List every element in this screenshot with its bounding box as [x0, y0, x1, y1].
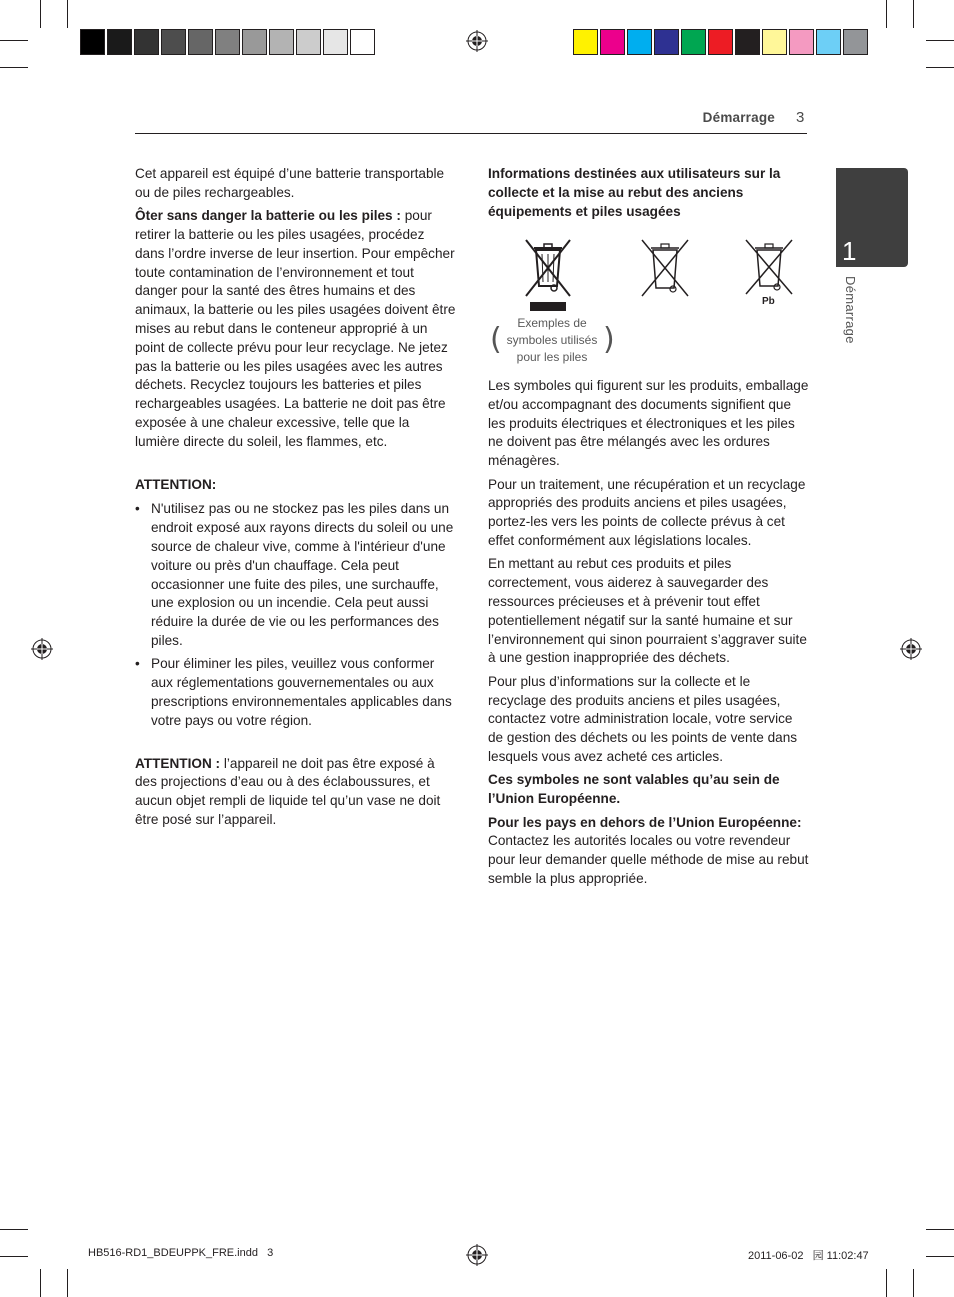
right-heading	[488, 165, 788, 221]
color-swatch	[789, 29, 814, 55]
left-column	[135, 165, 457, 834]
gray-swatch	[296, 29, 321, 55]
page-number: 3	[796, 109, 805, 126]
slug-filename: HB516-RD1_BDEUPPK_FRE.indd 3	[88, 1247, 274, 1259]
non-eu-heading: Pour les pays en dehors de l’Union Européenne:	[488, 814, 802, 830]
registration-mark-icon	[900, 638, 922, 660]
gray-swatch	[107, 29, 132, 55]
crop-mark	[926, 67, 954, 68]
eu-only-text: Ces symboles ne sont valables qu’au sein de l’Union Européenne.	[488, 772, 780, 807]
color-swatch	[735, 29, 760, 55]
right-parenthesis: )	[603, 322, 615, 357]
attention-heading	[135, 476, 457, 495]
right-column	[488, 377, 810, 889]
attention2-heading: ATTENTION :	[135, 755, 221, 771]
intro-paragraph: Cet appareil est équipé d’une batterie transportable ou de piles rechargeables.	[135, 166, 445, 200]
color-swatch	[708, 29, 733, 55]
color-swatch	[627, 29, 652, 55]
symbols-caption: Exemples de symboles utilisés pour les piles	[506, 316, 598, 364]
crop-mark	[913, 0, 914, 28]
removal-heading: Ôter sans danger la batterie ou les piles :	[135, 208, 401, 224]
list-item: • N'utilisez pas ou ne stockez pas les piles dans un endroit exposé aux rayons directs du soleil ou une source de chaleur vive, comme à l'intérieur d'une voiture ou près d'un chauffage. Cela peut occasionner une fuite des piles, une surchauffe, une explosion ou un incendie. Cela peut aussi réduire la durée de vie ou les performances des piles.	[135, 500, 457, 650]
eu-only-note	[488, 771, 810, 809]
non-eu-paragraph	[488, 814, 810, 889]
right-paragraph: Pour un traitement, une récupération et un recyclage appropriés des produits anciens et piles usagées, portez-les vers les points de collecte prévus à cet effet conformément aux législations locales.	[488, 476, 806, 548]
crossed-bin-pb-icon	[741, 238, 797, 296]
attention-list	[135, 500, 457, 730]
color-swatch	[681, 29, 706, 55]
chapter-number: 1	[842, 236, 857, 266]
color-swatch	[573, 29, 598, 55]
registration-mark-icon	[466, 30, 488, 52]
header-rule	[135, 133, 807, 134]
attention-heading-text: ATTENTION:	[135, 476, 217, 492]
removal-text: pour retirer la batterie ou les piles usagées, procédez dans l’ordre inverse de leur insertion. Pour empêcher toute contamination de l’environnement et tout danger pour la santé des êtres humains et des animaux, la batterie ou les piles usagées doivent être mises au rebut dans le conteneur approprié à un point de collecte prévu pour leur recyclage. Ne jetez pas la batterie ou les piles usagées avec les autres déchets. Recyclez toujours les batteries et piles rechargeables usagées. La batterie ne doit pas être exposée à une chaleur excessive, telle que la lumière directe du soleil, les flammes, etc.	[135, 208, 456, 449]
right-paragraph: Pour plus d’informations sur la collecte et le recyclage des produits anciens et piles usagées, contactez votre administration locale, votre service de gestion des déchets ou les points de vente dans lesquels vous avez acheté ces articles.	[488, 673, 798, 764]
gray-swatch	[134, 29, 159, 55]
gray-swatch	[242, 29, 267, 55]
color-swatch	[600, 29, 625, 55]
crop-mark	[0, 1229, 28, 1230]
gray-swatch	[161, 29, 186, 55]
gray-swatch	[80, 29, 105, 55]
attention2-paragraph	[135, 755, 457, 830]
color-swatch	[816, 29, 841, 55]
crop-mark	[926, 1256, 954, 1257]
crop-mark	[40, 0, 41, 28]
registration-mark-icon	[466, 1244, 488, 1266]
right-heading-block	[488, 165, 788, 226]
gray-swatch	[215, 29, 240, 55]
section-title: Démarrage	[702, 110, 775, 125]
crossed-bin-icon	[636, 238, 694, 298]
gray-swatch	[269, 29, 294, 55]
crop-mark	[926, 1229, 954, 1230]
gray-swatch	[350, 29, 375, 55]
crop-mark	[0, 67, 28, 68]
crop-mark	[0, 1256, 28, 1257]
crop-mark	[886, 0, 887, 28]
crop-mark	[0, 40, 28, 41]
crossed-bin-with-bar-icon	[520, 238, 576, 314]
color-swatch	[843, 29, 868, 55]
removal-paragraph	[135, 207, 457, 451]
slug-datetime: 2011-06-02 园 11:02:47	[748, 1250, 869, 1262]
list-item: • Pour éliminer les piles, veuillez vous conformer aux réglementations gouvernementales ou aux prescriptions environnementales applicables dans votre pays ou votre région.	[135, 655, 457, 730]
gray-swatch	[323, 29, 348, 55]
gray-swatch	[188, 29, 213, 55]
left-parenthesis: (	[490, 322, 502, 357]
right-paragraph: Les symboles qui figurent sur les produits, emballage et/ou accompagnant des documents signifient que les produits électriques et électroniques et les piles ne doivent pas être mélangés avec les ordures ménagères.	[488, 378, 809, 469]
crop-mark	[886, 1269, 887, 1297]
crop-mark	[67, 0, 68, 28]
attention2-text: l’appareil ne doit pas être exposé à des projections d’eau ou à des éclaboussures, et aucun objet rempli de liquide tel qu’un vase ne doit être posé sur l’appareil.	[135, 755, 441, 827]
crop-mark	[926, 40, 954, 41]
right-heading-text: Informations destinées aux utilisateurs sur la collecte et la mise au rebut des anciens équipements et piles usagées	[488, 166, 781, 219]
non-eu-text: Contactez les autorités locales ou votre revendeur pour leur demander quelle méthode de mise au rebut semble la plus appropriée.	[488, 833, 809, 886]
registration-mark-icon	[31, 638, 53, 660]
crop-mark	[67, 1269, 68, 1297]
color-swatch	[762, 29, 787, 55]
crop-mark	[40, 1269, 41, 1297]
pb-label: Pb	[762, 296, 775, 307]
chapter-label: Démarrage	[843, 276, 858, 344]
color-swatch	[654, 29, 679, 55]
crop-mark	[913, 1269, 914, 1297]
right-paragraph: En mettant au rebut ces produits et piles correctement, vous aiderez à sauvegarder des ressources précieuses et à prévenir tout effet potentiellement négatif sur la santé humaine et sur l’environnement qui sinon pourraient s’aggraver suite à une gestion inappropriée des déchets.	[488, 556, 807, 666]
